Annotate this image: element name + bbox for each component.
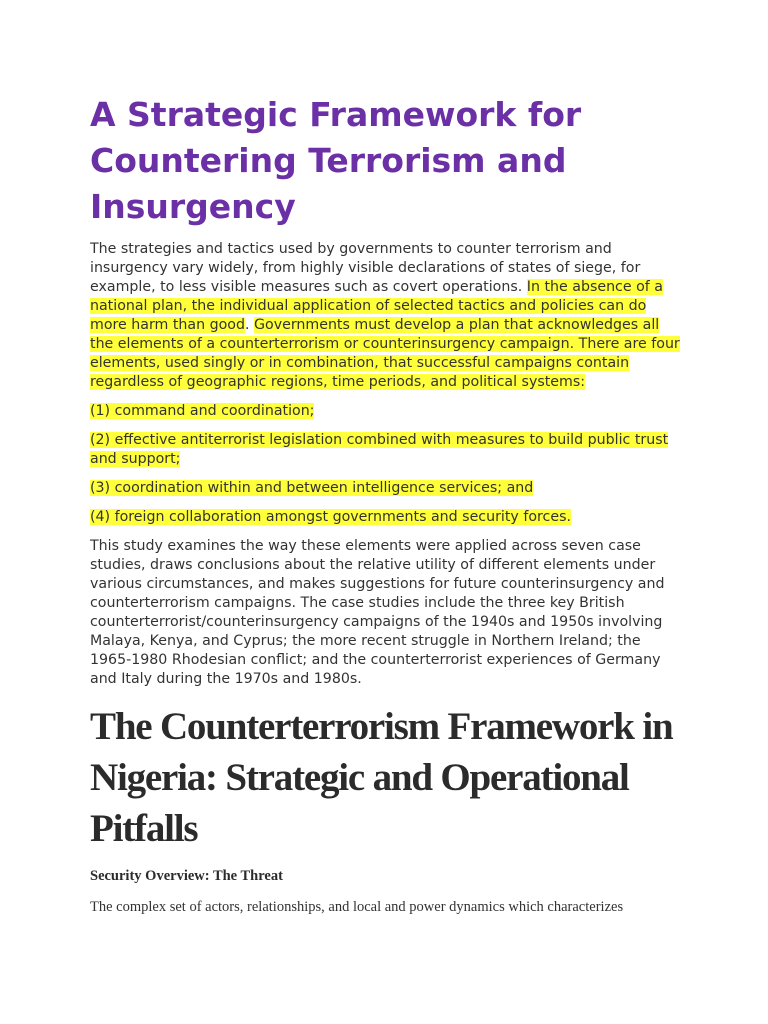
element-item: (4) foreign collaboration amongst governments and security forces. [90,509,571,525]
section-title: The Counterterrorism Framework in Nigeria: Strategic and Operational Pitfalls [90,705,673,850]
element-item: (2) effective antiterrorist legislation combined with measures to build public trust and support; [90,432,669,467]
element-item: (1) command and coordination; [90,403,315,419]
study-paragraph: This study examines the way these elements were applied across seven case studies, draws conclusions about the relative utility of different elements under various circumstances, and makes suggestions for future counterinsurgency and counterterrorism campaigns. The case studies include the three key British counterterrorist/counterinsurgency campaigns of the 1940s and 1950s involving Malaya, Kenya, and Cyprus; the more recent struggle in Northern Ireland; the 1965-1980 Rhodesian conflict; and the counterterrorist experiences of Germany and Italy during the 1970s and 1980s. [90,538,665,687]
element-item: (3) coordination within and between intelligence services; and [90,480,534,496]
highlighted-text: In the absence of a national plan, the individual application of selected tactics and policies can do more harm than good [90,279,663,333]
article-title: A Strategic Framework for Countering Terrorism and Insurgency [90,95,582,226]
subheading: Security Overview: The Threat [90,868,283,884]
highlighted-text: Governments must develop a plan that acknowledges all the elements of a counterterrorism or counterinsurgency campaign. There are four elements, used singly or in combination, that successful campaigns contain regardless of geographic regions, time periods, and political systems: [90,317,680,390]
section-paragraph: The complex set of actors, relationships, and local and power dynamics which characterizes [90,899,624,915]
intro-separator: . [244,317,255,333]
intro-paragraph [90,240,680,392]
document-page [90,92,680,917]
intro-text: The strategies and tactics used by governments to counter terrorism and insurgency vary widely, from highly visible declarations of states of siege, for example, to less visible measures such as covert operations. [90,241,641,295]
